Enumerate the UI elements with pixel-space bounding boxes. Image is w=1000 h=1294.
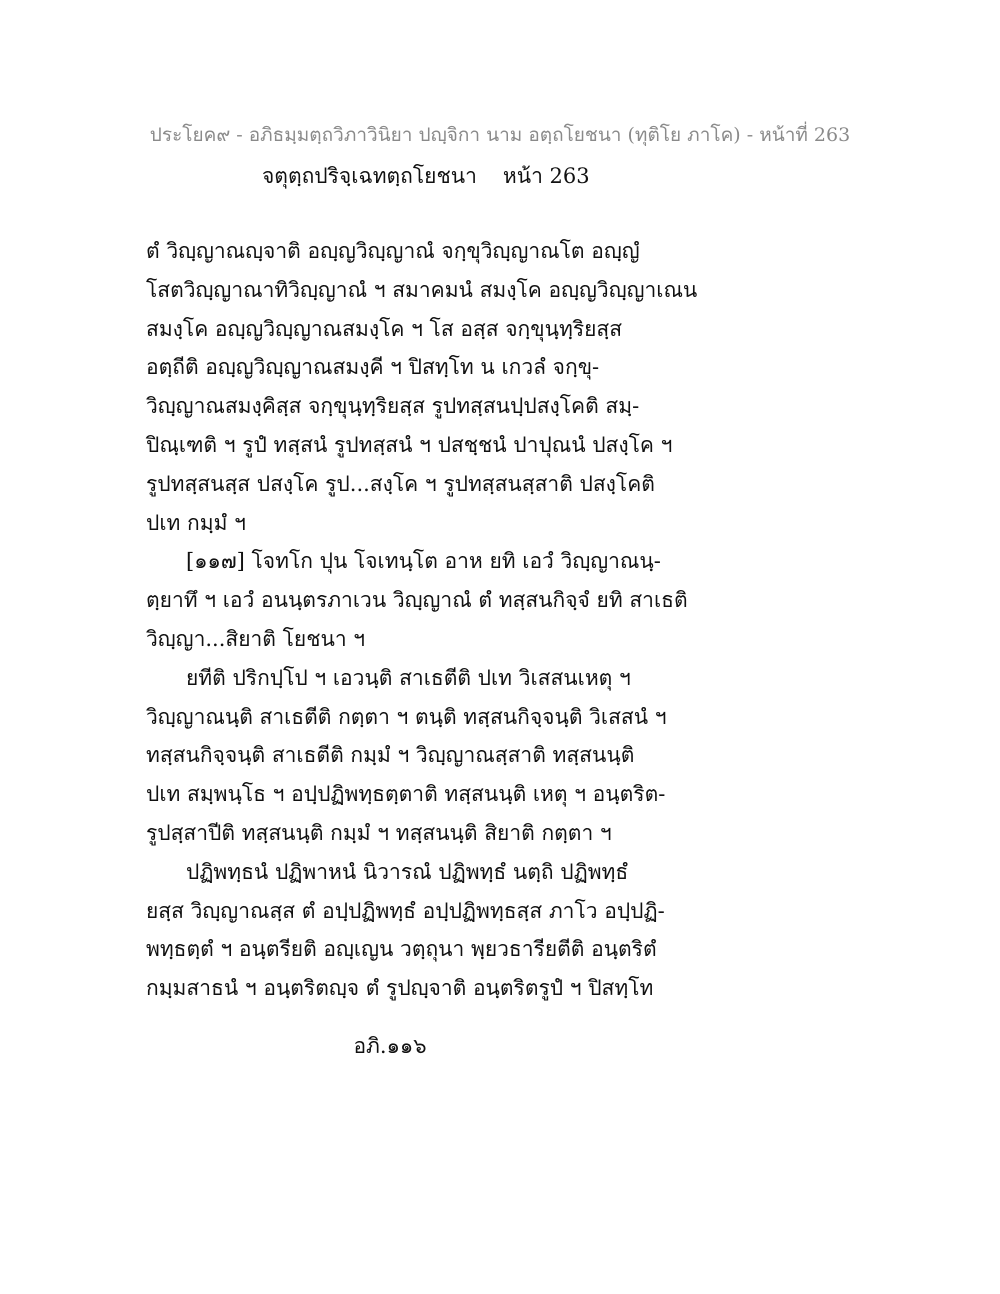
text-line: วิญฺญาณสมงฺคิสฺส จกฺขุนฺทฺริยสฺส รูปทสฺสนปฺปสงฺโคติ สมฺ- xyxy=(146,394,640,419)
text-line: ทสฺสนกิจฺจนฺติ สาเธตีติ กมฺมํ ฯ วิญฺญาณสฺสาติ ทสฺสนนฺติ xyxy=(146,743,635,768)
text-line: ปิณฺเฑติ ฯ รูปํ ทสฺสนํ รูปทสฺสนํ ฯ ปสชฺชนํ ปาปุณนํ ปสงฺโค ฯ xyxy=(146,432,673,457)
section-title xyxy=(262,160,590,193)
paragraph-start-line: [๑๑๗] โจทโก ปุน โจเทนฺโต อาห ยทิ เอวํ วิญฺญาณนฺ- xyxy=(186,549,661,574)
folio-page-number: อภิ.๑๑๖ xyxy=(353,1034,427,1058)
text-line: ตฺยาทึ ฯ เอวํ อนนฺตรภาเวน วิญฺญาณํ ตํ ทสฺสนกิจฺจํ ยทิ สาเธติ xyxy=(146,588,688,613)
text-line: โสตวิญฺญาณาทิวิญฺญาณํ ฯ สมาคมนํ สมงฺโค อญฺญวิญฺญาเณน xyxy=(146,277,698,302)
text-line: วิญฺญาณนฺติ สาเธตีติ กตฺตา ฯ ตนฺติ ทสฺสนกิจฺจนฺติ วิเสสนํ ฯ xyxy=(146,704,667,729)
text-line: รูปทสฺสนสฺส ปสงฺโค รูป...สงฺโค ฯ รูปทสฺสนสฺสาติ ปสงฺโคติ xyxy=(146,471,655,496)
paragraph-start-line: ยทีติ ปริกปฺโป ฯ เอวนฺติ สาเธตีติ ปเท วิเสสนเหตุ ฯ xyxy=(186,665,631,690)
section-title-text: จตุตฺถปริจฺเฉทตฺถโยชนา xyxy=(262,164,477,188)
paragraph-start-line: ปฏิพทฺธนํ ปฏิพาหนํ นิวารณํ ปฏิพทฺธํ นตฺถิ ปฏิพทฺธํ xyxy=(186,859,629,884)
running-header: ประโยค๙ - อภิธมฺมตฺถวิภาวินิยา ปญฺจิกา นาม อตฺถโยชนา (ทุติโย ภาโค) - หน้าที่ 263 xyxy=(149,124,851,146)
text-line: ยสฺส วิญฺญาณสฺส ตํ อปฺปฏิพทฺธํ อปฺปฏิพทฺธสฺส ภาโว อปฺปฏิ- xyxy=(146,898,665,923)
text-line: ปเท สมฺพนฺโธ ฯ อปฺปฏิพทฺธตฺตาติ ทสฺสนนฺติ เหตุ ฯ อนฺตริต- xyxy=(146,782,666,807)
text-line: รูปสฺสาปีติ ทสฺสนนฺติ กมฺมํ ฯ ทสฺสนนฺติ สิยาติ กตฺตา ฯ xyxy=(146,820,612,845)
text-line: พทฺธตฺตํ ฯ อนฺตรียติ อญฺเญน วตฺถุนา พฺยวธารียตีติ อนฺตริตํ xyxy=(146,937,657,962)
text-line: ปเท กมฺมํ ฯ xyxy=(146,510,246,535)
text-line: อตฺถีติ อญฺญวิญฺญาณสมงฺคี ฯ ปิสทฺโท น เกวลํ จกฺขุ- xyxy=(146,355,600,380)
text-line: สมงฺโค อญฺญวิญฺญาณสมงฺโค ฯ โส อสฺส จกฺขุนฺทฺริยสฺส xyxy=(146,316,623,341)
text-line: กมฺมสาธนํ ฯ อนฺตริตญฺจ ตํ รูปญฺจาติ อนฺตริตรูปํ ฯ ปิสทฺโท xyxy=(146,976,654,1001)
text-line: ตํ วิญฺญาณญฺจาติ อญฺญวิญฺญาณํ จกฺขุวิญฺญาณโต อญฺญํ xyxy=(146,239,640,263)
body-text xyxy=(146,232,706,1008)
page-label: หน้า 263 xyxy=(502,164,590,188)
text-line: วิญฺญา...สิยาติ โยชนา ฯ xyxy=(146,626,366,651)
